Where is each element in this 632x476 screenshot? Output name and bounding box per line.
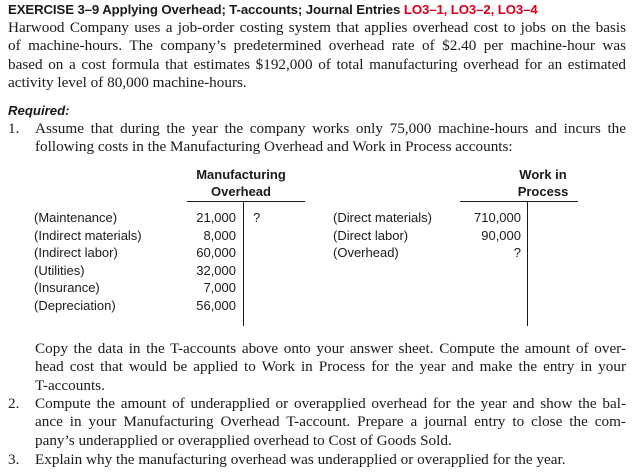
debit-amount: ? — [513, 245, 521, 260]
requirement-1-text — [35, 120, 626, 157]
debit-label: (Depreciation) — [34, 297, 116, 313]
debit-label: (Insurance) — [34, 280, 100, 295]
requirement-line: following costs in the Manufacturing Overhead and Work in Process accounts: — [35, 138, 513, 156]
requirement-3-text — [35, 451, 626, 469]
wip-title-line: Process — [517, 184, 569, 199]
intro-line: activity level of 80,000 machine-hours. — [8, 74, 247, 92]
requirement-1-followup — [35, 340, 626, 395]
debit-label: (Direct materials) — [333, 210, 432, 225]
mfg-overhead-title — [180, 166, 302, 200]
requirement-line: Copy the data in the T-accounts above onto your answer sheet. Compute the amount of over- — [35, 340, 626, 357]
requirement-2-text — [35, 395, 626, 450]
debit-amount: 8,000 — [203, 227, 236, 243]
debit-amount: 7,000 — [203, 280, 236, 295]
mfg-overhead-horizontal-rule — [187, 201, 305, 202]
requirement-line: Compute the amount of underapplied or overapplied overhead for the year and show the bal- — [35, 395, 626, 412]
requirement-number: 2. — [8, 395, 20, 412]
wip-debit-amounts — [456, 209, 521, 262]
requirement-line: Assume that during the year the company works only 75,000 machine-hours and incurs the — [35, 120, 626, 137]
debit-amount: 60,000 — [196, 245, 236, 260]
intro-paragraph — [8, 19, 626, 93]
mfg-overhead-title-line: Manufacturing — [196, 167, 286, 182]
debit-amount: 710,000 — [474, 210, 521, 225]
intro-line: Harwood Company uses a job-order costing system that applies overhead cost to jobs on the basis — [8, 19, 626, 36]
wip-title-line: Work in — [519, 167, 567, 182]
debit-label: (Direct labor) — [333, 227, 409, 243]
mfg-overhead-vertical-rule — [243, 201, 244, 326]
mfg-overhead-debit-amounts — [180, 209, 236, 314]
requirement-line: pany’s underapplied or overapplied overhead to Cost of Goods Sold. — [35, 431, 452, 449]
debit-label: (Indirect materials) — [34, 227, 142, 243]
debit-label: (Overhead) — [333, 245, 399, 260]
wip-horizontal-rule — [460, 201, 578, 202]
learning-objectives: LO3–1, LO3–2, LO3–4 — [403, 2, 538, 17]
wip-title — [495, 166, 591, 200]
debit-amount: 90,000 — [481, 227, 521, 243]
intro-line: of machine-hours. The company’s predetermined overhead rate of $2.40 per machine-hour was — [8, 37, 626, 55]
required-label: Required: — [8, 103, 70, 118]
wip-debit-labels — [333, 209, 432, 262]
wip-vertical-rule — [527, 201, 528, 326]
exercise-title — [8, 2, 538, 17]
exercise-heading: EXERCISE 3–9 Applying Overhead; T-accounts; Journal Entries — [8, 2, 401, 17]
debit-amount: 32,000 — [196, 262, 236, 278]
requirement-line: T-accounts. — [35, 376, 105, 394]
mfg-overhead-title-line: Overhead — [211, 184, 271, 199]
debit-amount: 21,000 — [196, 210, 236, 225]
requirement-line: head cost that would be applied to Work in Process for the year and make the entry in your — [35, 358, 626, 376]
requirement-line: ance in your Manufacturing Overhead T-account. Prepare a journal entry to close the com- — [35, 413, 626, 431]
requirement-number: 3. — [8, 451, 20, 468]
requirement-number: 1. — [8, 120, 20, 137]
debit-label: (Indirect labor) — [34, 245, 118, 260]
mfg-overhead-debit-labels — [34, 209, 142, 314]
debit-amount: 56,000 — [196, 297, 236, 313]
debit-label: (Utilities) — [34, 262, 85, 278]
requirement-line: Explain why the manufacturing overhead was underapplied or overapplied for the year. — [35, 451, 566, 468]
intro-line: based on a cost formula that estimates $192,000 of total manufacturing overhead for an estimated — [8, 55, 626, 73]
mfg-overhead-credit-unknown: ? — [253, 210, 261, 225]
debit-label: (Maintenance) — [34, 210, 118, 225]
